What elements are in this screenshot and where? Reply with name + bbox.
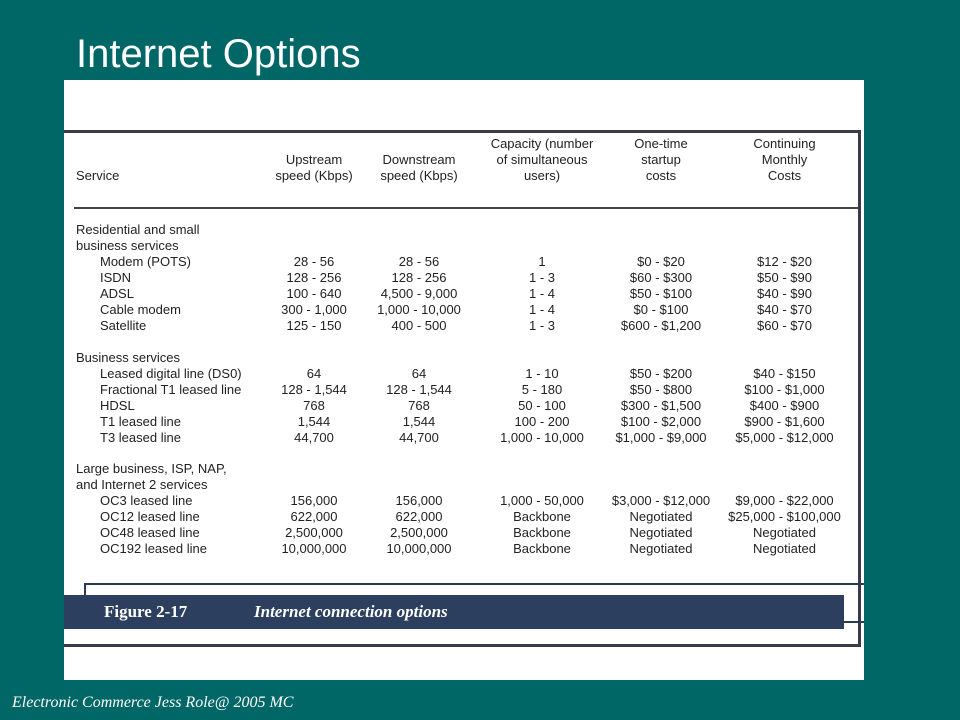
table-cell: 1,544 <box>402 414 436 429</box>
table-cell: 128 - 1,544 <box>386 382 452 397</box>
table-cell: $25,000 - $100,000 <box>728 509 841 524</box>
table-cell: 64 <box>411 366 427 381</box>
column-header: startup <box>641 152 681 167</box>
table-cell: $1,000 - $9,000 <box>615 430 707 445</box>
column-header: users) <box>523 168 561 183</box>
group-heading: Large business, ISP, NAP, <box>76 461 227 476</box>
table-cell: 1,000 - 50,000 <box>500 493 584 508</box>
table-cell: $600 - $1,200 <box>620 318 702 333</box>
service-name: T3 leased line <box>100 430 181 445</box>
table-cell: 50 - 100 <box>518 398 566 413</box>
table-cell: 10,000,000 <box>281 541 347 556</box>
service-name: Leased digital line (DS0) <box>100 366 242 381</box>
table-cell: 1,000 - 10,000 <box>377 302 461 317</box>
table-cell: 622,000 <box>290 509 338 524</box>
service-name: T1 leased line <box>100 414 181 429</box>
column-header: Costs <box>767 168 802 183</box>
table-cell: $100 - $2,000 <box>620 414 702 429</box>
column-header: Downstream <box>382 152 456 167</box>
table-cell: $40 - $90 <box>757 286 812 301</box>
table-cell: $3,000 - $12,000 <box>611 493 711 508</box>
table-cell: $50 - $800 <box>629 382 693 397</box>
column-header: costs <box>645 168 677 183</box>
table-cell: 44,700 <box>399 430 439 445</box>
table-cell: Negotiated <box>629 509 693 524</box>
table-cell: $40 - $70 <box>757 302 812 317</box>
table-cell: $12 - $20 <box>757 254 812 269</box>
service-name: ISDN <box>100 270 132 285</box>
service-name: OC192 leased line <box>100 541 207 556</box>
table-cell: 768 <box>408 398 430 413</box>
group-heading: Business services <box>76 350 181 365</box>
service-name: Modem (POTS) <box>100 254 192 269</box>
table-cell: 300 - 1,000 <box>281 302 347 317</box>
column-header: of simultaneous <box>496 152 588 167</box>
table-cell: 2,500,000 <box>285 525 343 540</box>
table-cell: $50 - $200 <box>629 366 693 381</box>
table-cell: 156,000 <box>395 493 443 508</box>
service-name: OC3 leased line <box>100 493 193 508</box>
column-header: speed (Kbps) <box>380 168 458 183</box>
table-cell: 2,500,000 <box>390 525 448 540</box>
column-header: speed (Kbps) <box>275 168 353 183</box>
table-cell: 1 - 10 <box>525 366 559 381</box>
table-cell: 4,500 - 9,000 <box>380 286 458 301</box>
table-cell: 768 <box>303 398 325 413</box>
table-cell: 28 - 56 <box>293 254 335 269</box>
table-cell: 100 - 640 <box>286 286 342 301</box>
table-cell: 100 - 200 <box>514 414 570 429</box>
table-cell: 128 - 256 <box>391 270 447 285</box>
table-cell: $0 - $20 <box>637 254 685 269</box>
group-heading: and Internet 2 services <box>76 477 208 492</box>
table-cell: $400 - $900 <box>749 398 820 413</box>
table-cell: 64 <box>306 366 322 381</box>
table-cell: Negotiated <box>629 525 693 540</box>
table-cell: 1,544 <box>297 414 331 429</box>
figure-label: Figure 2-17 <box>104 602 188 621</box>
table-cell: 128 - 256 <box>286 270 342 285</box>
service-name: Fractional T1 leased line <box>100 382 242 397</box>
table-cell: 622,000 <box>395 509 443 524</box>
table-cell: 1 <box>538 254 546 269</box>
table-cell: $60 - $70 <box>757 318 812 333</box>
column-header: Service <box>76 168 120 183</box>
figure-caption-bar <box>64 595 844 629</box>
service-name: Cable modem <box>100 302 181 317</box>
column-header: Capacity (number <box>490 136 594 151</box>
figure-panel <box>64 80 864 680</box>
column-header: Continuing <box>753 136 816 151</box>
table-cell: $5,000 - $12,000 <box>735 430 834 445</box>
figure-caption: Internet connection options <box>254 602 448 621</box>
table-cell: $40 - $150 <box>753 366 816 381</box>
table-cell: $100 - $1,000 <box>744 382 825 397</box>
service-name: OC12 leased line <box>100 509 200 524</box>
service-name: ADSL <box>100 286 134 301</box>
table-cell: $60 - $300 <box>629 270 693 285</box>
service-name: Satellite <box>100 318 147 333</box>
table-cell: $900 - $1,600 <box>744 414 825 429</box>
table-cell: 44,700 <box>294 430 334 445</box>
group-heading: business services <box>76 238 179 253</box>
table-cell: 156,000 <box>290 493 338 508</box>
slide-title: Internet Options <box>76 32 361 76</box>
table-cell: Negotiated <box>629 541 693 556</box>
table-cell: Negotiated <box>753 541 816 556</box>
service-name: OC48 leased line <box>100 525 200 540</box>
table-cell: $50 - $90 <box>757 270 812 285</box>
table-cell: $9,000 - $22,000 <box>735 493 834 508</box>
table-cell: Backbone <box>513 509 571 524</box>
service-name: HDSL <box>100 398 135 413</box>
table-cell: 128 - 1,544 <box>281 382 347 397</box>
table-cell: Negotiated <box>753 525 816 540</box>
table-cell: 1 - 4 <box>528 286 555 301</box>
table-cell: 125 - 150 <box>286 318 342 333</box>
table-cell: 1 - 3 <box>528 270 555 285</box>
table-cell: 1,000 - 10,000 <box>500 430 584 445</box>
table-cell: 28 - 56 <box>398 254 440 269</box>
table-cell: Backbone <box>513 525 571 540</box>
column-header: Upstream <box>285 152 343 167</box>
table-cell: 1 - 3 <box>528 318 555 333</box>
table-cell: $300 - $1,500 <box>620 398 702 413</box>
group-heading: Residential and small <box>76 222 200 237</box>
table-cell: $50 - $100 <box>629 286 693 301</box>
table-cell: 1 - 4 <box>528 302 555 317</box>
column-header: One-time <box>634 136 688 151</box>
table-cell: 400 - 500 <box>391 318 447 333</box>
header-divider <box>74 207 858 209</box>
column-header: Monthly <box>761 152 808 167</box>
table-cell: $0 - $100 <box>633 302 689 317</box>
table-cell: Backbone <box>513 541 571 556</box>
table-cell: 10,000,000 <box>386 541 452 556</box>
table-cell: 5 - 180 <box>521 382 563 397</box>
footer-text: Electronic Commerce Jess Role@ 2005 MC <box>12 694 294 711</box>
